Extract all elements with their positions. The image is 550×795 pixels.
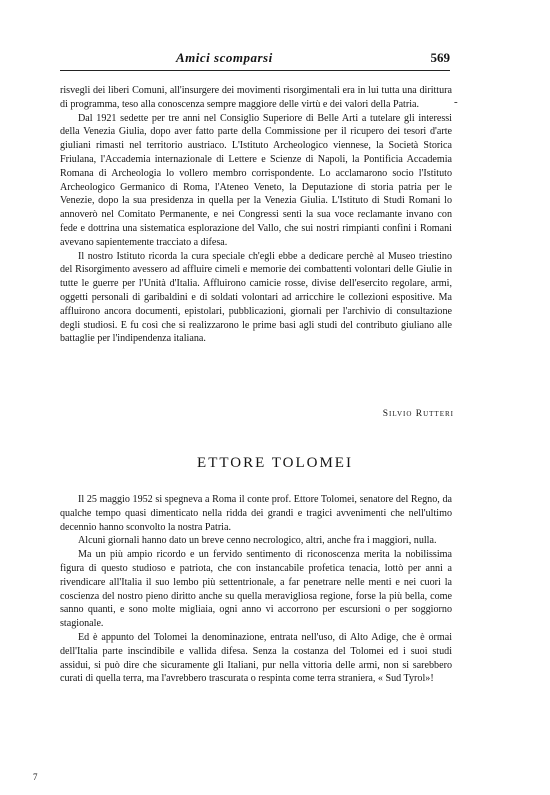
paragraph: Il 25 maggio 1952 si spegneva a Roma il conte prof. Ettore Tolomei, senatore del Regno, da qualche tempo quasi dimenticato nella ridda dei grandi e tragici avvenimenti che nell'ultimo decennio hanno sconvolto la nostra Patria. xyxy=(60,494,452,533)
paragraph: Dal 1921 sedette per tre anni nel Consiglio Superiore di Belle Arti a tutelare gli interessi della Venezia Giulia, dopo aver fatto parte della Commissione per il ricupero dei tesori d'arte giuliani rimasti nel territorio austriaco. L'Istituto Archeologico viennese, la Società Storica Friulana, l'Accademia internazionale di Lettere e Scienze di Napoli, la Pontificia Accademia Romana di Archeologia lo vollero membro corrispondente. Lo acclamarono socio l'Istituto Archeologico Germanico di Roma, l'Ateneo Veneto, la Deputazione di storia patria per le Venezie, dopo la sua presidenza in quella per la Venezia Giulia. L'Istituto di Studi Romani lo annoverò nel Comitato Permanente, e nei Congressi sentì la sua voce reclamante invano con fede e dottrina una sistematica esplorazione del Vallo, che sui nostri rimpianti confini i Romani avevano sapientemente tracciato a difesa. xyxy=(60,112,452,248)
author-signature: Silvio Rutteri xyxy=(382,409,454,419)
paragraph: Ma un più ampio ricordo e un fervido sentimento di riconoscenza merita la nobilissima figura di questo studioso e patriota, che con instancabile profetica tenacia, lottò per anni a rivendicare all'Italia il suo lembo più settentrionale, a far penetrare nelle menti e nei cuori la coscienza del nostro pieno diritto anche su quella meravigliosa regione, forse la più bella, come sanno quanti, e sono molte migliaia, ogni anno vi accorrono per escursioni o per soggiorno stagionale. xyxy=(60,549,452,630)
page-number: 569 xyxy=(430,50,450,65)
margin-mark: - xyxy=(454,96,458,108)
article-title: ETTORE TOLOMEI xyxy=(197,455,353,471)
footer-mark: 7 xyxy=(33,772,38,782)
running-title: Amici scomparsi xyxy=(176,50,273,65)
running-header xyxy=(60,50,450,71)
section-tolomei-text xyxy=(60,493,452,686)
paragraph: risvegli dei liberi Comuni, all'insurgere dei movimenti risorgimentali era in lui tutta una dirittura di programma, teso alla conoscenza sempre maggiore delle virtù e dei valori della Patria. xyxy=(60,85,452,110)
paragraph: Il nostro Istituto ricorda la cura speciale ch'egli ebbe a dedicare perchè al Museo triestino del Risorgimento avessero ad affluire cimeli e memorie dei combattenti volontari delle Giulie in tutte le guerre per l'Unità d'Italia. Affluirono camicie rosse, divise dell'esercito regolare, armi, oggetti personali di garibaldini e di soldati volontari ad arricchire le collezioni espositive. Ma affluirono ancora documenti, epistolari, pubblicazioni, giornali per l'archivio di consultazione degli studiosi. E fu così che si realizzarono le prime basi agli studi del contributo giuliano alle battaglie per l'indipendenza italiana. xyxy=(60,250,452,345)
paragraph: Alcuni giornali hanno dato un breve cenno necrologico, altri, anche fra i maggiori, nulla. xyxy=(78,535,437,547)
section-rutteri-text xyxy=(60,84,452,346)
paragraph: Ed è appunto del Tolomei la denominazione, entrata nell'uso, di Alto Adige, che è ormai dell'Italia parte inscindibile e vallida difesa. Senza la costanza del Tolomei ed i suoi studi assidui, si può dire che sicuramente gli Italiani, pur nella vittoria delle armi, non si sarebbero curati di quella terra, ma l'avrebbero trascurata o respinta come terra straniera, « Sud Tyrol»! xyxy=(60,631,452,685)
